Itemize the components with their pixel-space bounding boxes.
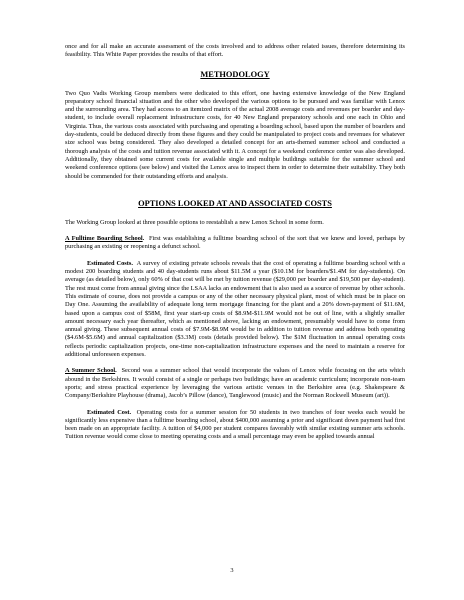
- intro-paragraph: once and for all make an accurate assessment of the costs involved and to address other related issues, therefore determining its feasibility. This White Paper provides the results of that effort.: [65, 43, 405, 59]
- page-number: 3: [230, 567, 234, 574]
- fulltime-school-label: A Fulltime Boarding School: [65, 235, 143, 243]
- fulltime-school-paragraph: A Fulltime Boarding School. First was establishing a fulltime boarding school of the sort that we knew and loved, perhaps by purchasing an existing or reopening a defunct school.: [65, 235, 405, 251]
- summer-costs-paragraph: Estimated Cost. Operating costs for a summer session for 50 students in two tranches of four weeks each would be significantly less expensive than a fulltime boarding school, about $400,000 assuming a prior and significant down payment had first been made on an appropriate facility. A tuition of $4,000 per student compares favorably with similar existing summer arts schools. Tuition revenue would come close to meeting operating costs and a small percentage may even be applied towards annual: [65, 408, 405, 441]
- methodology-heading: METHODOLOGY: [200, 69, 270, 79]
- options-heading: OPTIONS LOOKED AT AND ASSOCIATED COSTS: [138, 198, 332, 208]
- options-lead-paragraph: The Working Group looked at three possible options to reestablish a new Lenox School in some form.: [65, 218, 324, 226]
- document-page: [65, 43, 405, 442]
- summer-school-label: A Summer School: [65, 367, 116, 375]
- summer-school-text: Second was a summer school that would incorporate the values of Lenox while focusing on the arts which abound in the Berkshires. It would consist of a single or perhaps two buildings; have an academic curriculum; incorporate non-team sports; and stress practical experience by leveraging the various artistic venues in the Berkshire area (e.g. Shakespeare & Company/Berkshire Playhouse (drama), Jacob’s Pillow (dance), Tanglewood (music) and the Norman Rockwell Museum (art)).: [65, 367, 405, 400]
- methodology-paragraph: Two Quo Vadis Working Group members were dedicated to this effort, one having extensive knowledge of the New England preparatory school financial situation and the other who developed the various options to be pursued and was familiar with Lenox and the surrounding area. They had access to an itemized matrix of the actual 2008 average costs and revenues per boarder and day-student, to include overall replacement infrastructure costs, for 40 New England preparatory schools and one each in Ohio and Virginia. Thus, the various costs associated with purchasing and operating a boarding school, based upon the number of boarders and day-students, could be deduced directly from these figures and they could be manipulated to project costs and revenues for whatever size school was being considered. They also developed a detailed concept for an arts-themed summer school and conducted a thorough analysis of the costs and tuition revenue associated with it. A concept for a weekend conference center was also developed. Additionally, they obtained some current costs for available single and multiple buildings suitable for the summer school and weekend conference options (see below) and visited the Lenox area to inspect them in order to determine their suitability. They both should be commended for their outstanding efforts and analysis.: [65, 89, 405, 180]
- summer-costs-label: Estimated Cost: [87, 408, 130, 416]
- summer-school-paragraph: A Summer School. Second was a summer school that would incorporate the values of Lenox while focusing on the arts which abound in the Berkshires. It would consist of a single or perhaps two buildings; have an academic curriculum; incorporate non-team sports; and stress practical experience by leveraging the various artistic venues in the Berkshire area (e.g. Shakespeare & Company/Berkshire Playhouse (drama), Jacob’s Pillow (dance), Tanglewood (music) and the Norman Rockwell Museum (art)).: [65, 367, 405, 400]
- fulltime-costs-paragraph: Estimated Costs. A survey of existing private schools reveals that the cost of operating a fulltime boarding school with a modest 200 boarding students and 40 day-students runs about $11.5M a year ($10.1M for boarders/$1.4M for day-students). On average (as detailed below), only 60% of that cost will be met by tuition revenue ($29,000 per boarder and $19,500 per day-student). The rest must come from annual giving since the LSAA lacks an endowment that is also used as a source of revenue by other schools. This estimate of course, does not provide a campus or any of the other necessary physical plant, most of which must be in place on Day One. Assuming the availability of adequate long term mortgage financing for the plant and a 20% down-payment of $11.6M, based upon a campus cost of $58M, first year start-up costs of $8.9M-$11.9M would not be out of line, with a slightly smaller amount necessary each year thereafter, which as mentioned above, lacking an endowment, presumably would have to come from annual giving. These subsequent annual costs of $7.9M-$8.9M would be in addition to tuition revenue and address both operating ($4.6M-$5.6M) and annual capitalization ($3.3M) costs (details provided below). The $1M fluctuation in annual operating costs reflects periodic capitalization projects, one-time non-capitalization infrastructure expenses and the need to maintain a reserve for additional unforeseen expenses.: [65, 259, 405, 359]
- fulltime-costs-label: Estimated Costs: [87, 259, 132, 267]
- fulltime-costs-text: A survey of existing private schools reveals that the cost of operating a fulltime boarding school with a modest 200 boarding students and 40 day-students runs about $11.5M a year ($10.1M for boarders/$1.4M for day-students). On average (as detailed below), only 60% of that cost will be met by tuition revenue ($29,000 per boarder and $19,500 per day-student). The rest must come from annual giving since the LSAA lacks an endowment that is also used as a source of revenue by other schools. This estimate of course, does not provide a campus or any of the other necessary physical plant, most of which must be in place on Day One. Assuming the availability of adequate long term mortgage financing for the plant and a 20% down-payment of $11.6M, based upon a campus cost of $58M, first year start-up costs of $8.9M-$11.9M would not be out of line, with a slightly smaller amount necessary each year thereafter, which as mentioned above, lacking an endowment, presumably would have to come from annual giving. These subsequent annual costs of $7.9M-$8.9M would be in addition to tuition revenue and address both operating ($4.6M-$5.6M) and annual capitalization ($3.3M) costs (details provided below). The $1M fluctuation in annual operating costs reflects periodic capitalization projects, one-time non-capitalization infrastructure expenses and the need to maintain a reserve for additional unforeseen expenses.: [65, 259, 405, 359]
- summer-costs-text: Operating costs for a summer session for 50 students in two tranches of four weeks each would be significantly less expensive than a fulltime boarding school, about $400,000 assuming a prior and significant down payment had first been made on an appropriate facility. A tuition of $4,000 per student compares favorably with similar existing summer arts schools. Tuition revenue would come close to meeting operating costs and a small percentage may even be applied towards annual: [65, 408, 405, 441]
- fulltime-school-text: First was establishing a fulltime boarding school of the sort that we knew and loved, perhaps by purchasing an existing or reopening a defunct school.: [65, 235, 405, 251]
